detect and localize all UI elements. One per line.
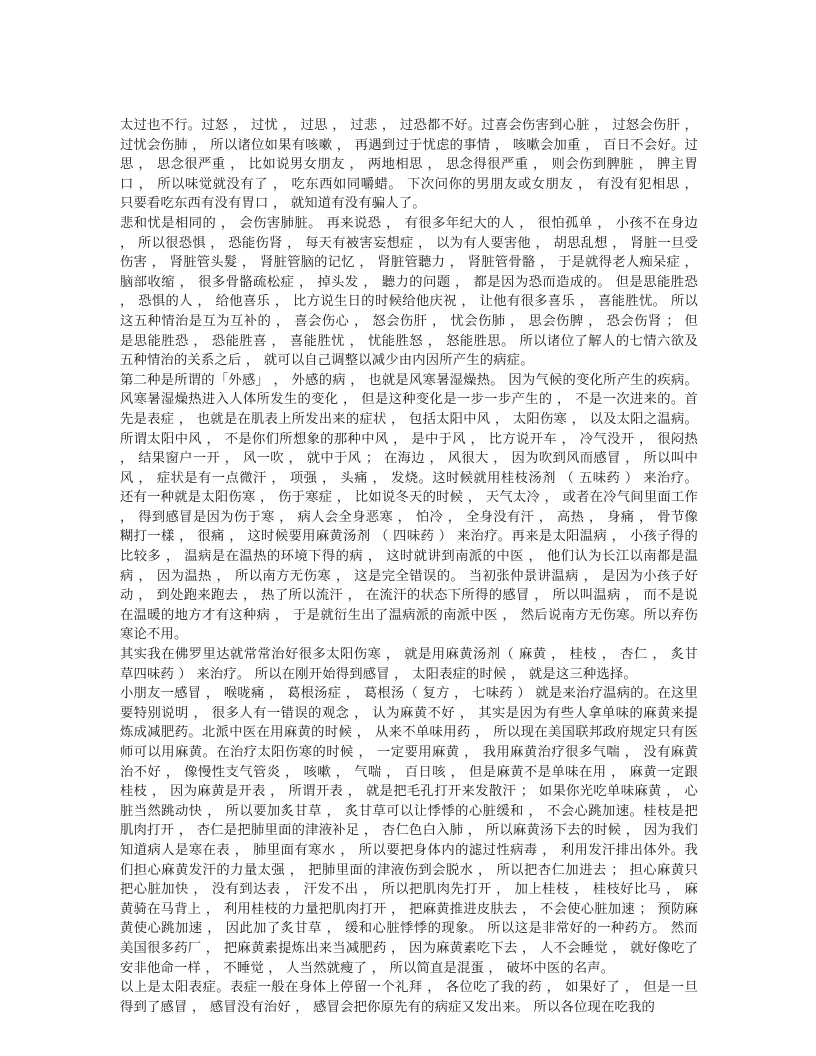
paragraph: 第二种是所谓的「外感」 ， 外感的病 ， 也就是风寒暑湿燥热。 因为气候的变化所产生的疾病。风寒暑湿燥热进入人体所发生的变化 ， 但是这种变化是一步一步产生的 ， 不是一次进来的。首先是表症 ， 也就是在肌表上所发出来的症状 ， 包括太阳中风 ， 太阳伤寒 ， 以及太阳之温病。 所谓太阳中风 ， 不是你们所想象的那种中风 ， 是中于风 ， 比方说开车 ， 冷气没开 ， 很闷热 ， 结果窗户一开 ， 风一吹 ， 就中于风 ； 在海边 ， 风很大 ， 因为吹到风而感冒 ， 所以叫中风 ， 症状是有一点微汗 ， 项强 ， 头痛 ， 发烧。这时候就用桂枝汤剂 （ 五味药 ） 来治疗。 还有一种就是太阳伤寒 ， 伤于寒症 ， 比如说冬天的时候 ， 天气太冷 ， 或者在冷气间里面工作 ， 得到感冒是因为伤于寒 ， 病人会全身恶寒 ， 怕冷 ， 全身没有汗 ， 高热 ， 身痛 ， 骨节像糊打一樣 ， 很痛 ， 这时候要用麻黄汤剂 （ 四味药 ） 来治疗。再来是太阳温病 ， 小孩子得的比较多 ， 温病是在温热的环境下得的病 ， 这时就讲到南派的中医 ， 他们认为长江以南都是温病 ， 因为温热 ， 所以南方无伤寒 ， 这是完全错误的。 当初张仲景讲温病 ， 是因为小孩子好动 ， 到处跑来跑去 ， 热了所以流汗 ， 在流汗的状态下所得的感冒 ， 所以叫温病 ， 而不是说在温暖的地方才有这种病 ， 于是就衍生出了温病派的南派中医 ， 然后说南方无伤寒。所以弃伤寒论不用。 — [120, 372, 698, 643]
paragraph: 小朋友一感冒 ， 喉咙痛 ， 葛根汤症 ， 葛根汤（ 复方 ， 七味药 ） 就是来治疗温病的。在这里要特别说明 ， 很多人有一错误的观念 ， 认为麻黄不好 ， 其实是因为有些人拿单味的麻黄来提炼成减肥药。北派中医在用麻黄的时候 ， 从来不单味用药 ， 所以现在美国联邦政府规定只有医师可以用麻黄。在治疗太阳伤寒的时候 ， 一定要用麻黄 ， 我用麻黄治疗很多气喘 ， 没有麻黄治不好 ， 像慢性支气管炎 ， 咳嗽 ， 气喘 ， 百日咳 ， 但是麻黄不是单味在用 ， 麻黄一定跟桂枝 ， 因为麻黄是开表 ， 所谓开表 ， 就是把毛孔打开来发散汗 ； 如果你光吃单味麻黄 ， 心脏当然跳动快 ， 所以要加炙甘草 ， 炙甘草可以让悸悸的心脏缓和 ， 不会心跳加速。桂枝是把肌肉打开 ， 杏仁是把肺里面的津液补足 ， 杏仁色白入肺 ， 所以麻黄汤下去的时候 ， 因为我们知道病人是寒在表 ， 肺里面有寒水 ， 所以要把身体内的滤过性病毒 ， 利用发汗排出体外。我们担心麻黄发汗的力量太强 ， 把肺里面的津液伤到会脱水 ， 所以把杏仁加进去 ； 担心麻黄只把心脏加快 ， 没有到达表 ， 汗发不出 ， 所以把肌肉先打开 ， 加上桂枝 ， 桂枝好比马 ， 麻黄骑在马背上 ， 利用桂枝的力量把肌肉打开 ， 把麻黄推进皮肤去 ， 不会使心脏加速 ； 预防麻黄使心跳加速 ， 因此加了炙甘草 ， 缓和心脏悸悸的现象。 所以这是非常好的一种药方。 然而美国很多药厂 ， 把麻黄素提炼出来当减肥药 ， 因为麻黄素吃下去 ， 人不会睡觉 ， 就好像吃了安非他命一样 ， 不睡觉 ， 人当然就瘦了 ， 所以简直是混蛋 ， 破坏中医的名声。 — [120, 686, 698, 976]
paragraph: 以上是太阳表症。表症一般在身体上停留一个礼拜 ， 各位吃了我的药 ， 如果好了 ， 但是一旦得到了感冒 ， 感冒没有治好 ， 感冒会把你原先有的病症又发出来。 所以各位现在吃我的 — [120, 980, 698, 1015]
paragraph: 太过也不行。过怒 ， 过忧 ， 过思 ， 过悲 ， 过恐都不好。过喜会伤害到心脏 ， 过怒会伤肝 ， 过忧会伤肺 ， 所以诸位如果有咳嗽 ， 再遇到过于忧虑的事情 ， 咳嗽会加重 ， 百日不会好。过思 ， 思念很严重 ， 比如说男女朋友 ， 两地相思 ， 思念得很严重 ， 则会伤到脾脏 ， 脾主胃口 ， 所以味觉就没有了 ， 吃东西如同嚼蜡。 下次问你的男朋友或女朋友 ， 有没有犯相思 ， 只要看吃东西有没有胃口 ， 就知道有没有骗人了。 — [120, 118, 698, 212]
paragraph: 悲和忧是相同的 ， 会伤害肺脏。 再来说恐 ， 有很多年纪大的人 ， 很怕孤单 ， 小孩不在身边 ， 所以很恐惧 ， 恐能伤肾 ， 每天有被害妄想症 ， 以为有人要害他 ， 胡思乱想 ， 肾脏一旦受伤害 ， 肾脏管头髮 ， 肾脏管脑的记忆 ， 肾脏管聽力 ， 肾脏管骨骼 ， 于是就得老人痴呆症 ， 脑部收缩 ， 很多骨骼疏松症 ， 掉头发 ， 聽力的问题 ， 都是因为恐而造成的。 但是思能胜恐 ， 恐惧的人 ， 给他喜乐 ， 比方说生日的时候给他庆祝 ， 让他有很多喜乐 ， 喜能胜忧。 所以这五种情治是互为互补的 ， 喜会伤心 ， 怒会伤肝 ， 忧会伤肺 ， 思会伤脾 ， 恐会伤肾 ； 但是思能胜恐 ， 恐能胜喜 ， 喜能胜忧 ， 忧能胜怒 ， 怒能胜思。 所以诸位了解人的七情六欲及五种情治的关系之后 ， 就可以自己调整以减少由内因所产生的病症。 — [120, 215, 698, 369]
paragraph: 其实我在佛罗里达就常常治好很多太阳伤寒 ， 就是用麻黄汤剂（ 麻黄 ， 桂枝 ， 杏仁 ， 炙甘草四味药 ） 来治疗。 所以在刚开始得到感冒 ， 太阳表症的时候 ， 就是这三种选择。 — [120, 647, 698, 682]
document-page — [120, 116, 698, 1017]
